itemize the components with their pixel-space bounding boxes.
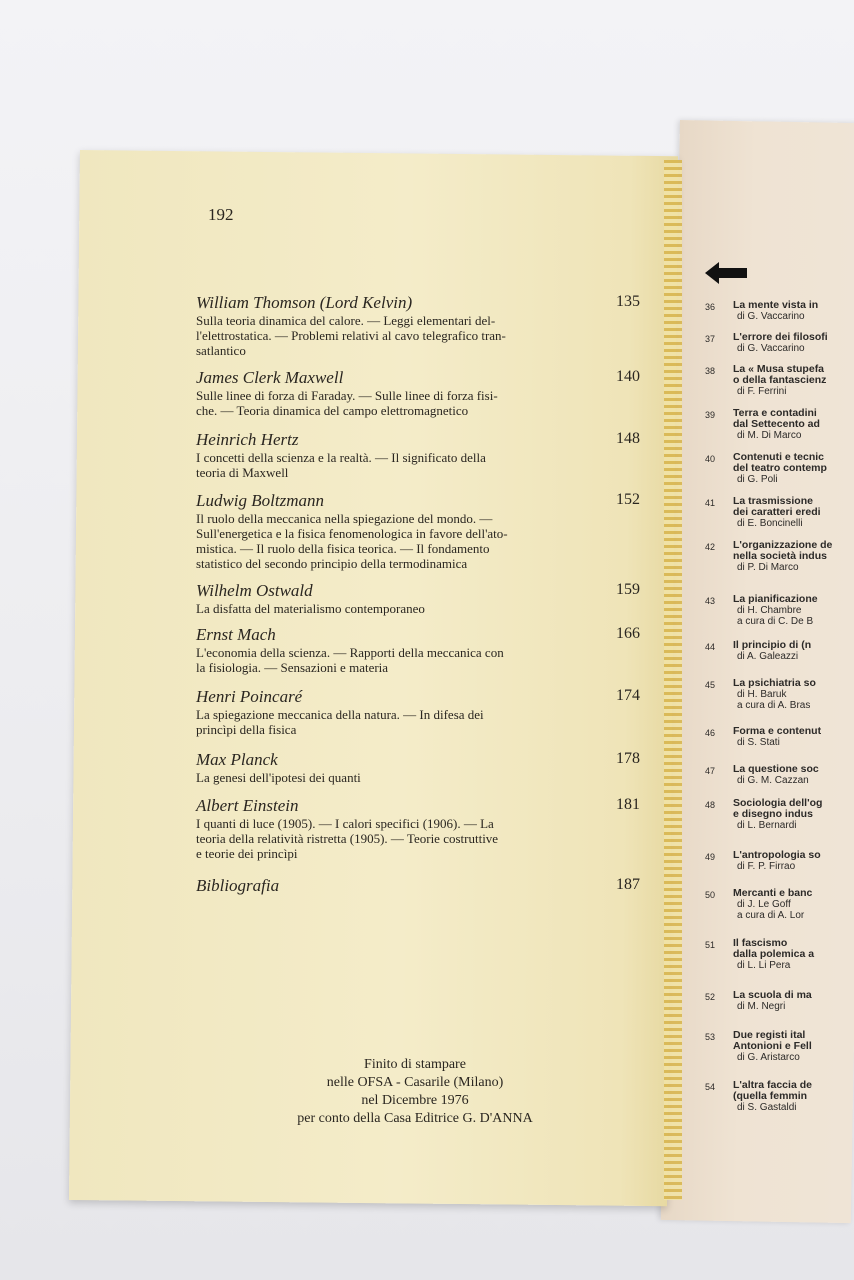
entry-page: 178 — [616, 750, 640, 767]
entry-author: Henri Poincaré — [196, 687, 303, 706]
series-item — [705, 850, 854, 876]
entry-page: 166 — [616, 625, 640, 642]
series-author: di F. Ferrini — [737, 386, 787, 397]
series-title: Contenuti e tecnic — [733, 452, 825, 463]
series-author: di H. Baruk — [737, 689, 787, 700]
entry-line: Sulle linee di forza di Faraday. — Sulle linee di forza fisi- — [196, 388, 498, 403]
entry-author: Ernst Mach — [196, 625, 276, 644]
colophon-line: nelle OFSA - Casarile (Milano) — [326, 1075, 504, 1090]
colophon-line: nel Dicembre 1976 — [361, 1093, 469, 1108]
entry-line: mistica. — Il ruolo della fisica teorica. — Il fondamento — [196, 541, 490, 556]
series-author: di G. Vaccarino — [737, 311, 805, 322]
entry-line: Sull'energetica e la fisica fenomenologica in favore dell'ato- — [196, 526, 508, 541]
toc-entry — [196, 876, 646, 896]
arrow-left-icon — [705, 262, 747, 284]
series-number: 50 — [705, 890, 716, 900]
series-item — [705, 798, 854, 835]
entry-line: satlantico — [196, 343, 246, 358]
series-number: 39 — [705, 410, 716, 420]
series-author: a cura di A. Bras — [737, 700, 811, 711]
series-author: di J. Le Goff — [737, 899, 791, 910]
toc-entry — [196, 687, 646, 737]
series-number: 40 — [705, 454, 716, 464]
series-number: 41 — [705, 498, 716, 508]
entry-page: 140 — [616, 368, 640, 385]
series-number: 53 — [705, 1032, 716, 1042]
series-number: 52 — [705, 992, 716, 1002]
series-author: di S. Gastaldi — [737, 1102, 797, 1113]
series-title: Due registi ital — [733, 1030, 806, 1041]
entry-page: 152 — [616, 491, 640, 508]
series-number: 47 — [705, 766, 716, 776]
series-title: e disegno indus — [733, 808, 813, 820]
series-number: 43 — [705, 596, 716, 606]
series-author: di M. Negri — [737, 1001, 786, 1012]
entry-author: Bibliografia — [196, 876, 280, 895]
series-title: La psichiatria so — [733, 678, 816, 689]
series-item — [705, 452, 854, 489]
series-author: di M. Di Marco — [737, 430, 802, 441]
series-title: dei caratteri eredi — [733, 506, 821, 518]
series-title: dal Settecento ad — [733, 418, 820, 430]
series-item — [705, 496, 854, 533]
series-number: 42 — [705, 542, 716, 552]
series-title: dalla polemica a — [733, 948, 815, 960]
series-item — [705, 678, 854, 715]
series-item — [705, 764, 854, 790]
series-title: Mercanti e banc — [733, 888, 813, 899]
book-gutter — [664, 160, 682, 1200]
toc-entry — [196, 796, 646, 861]
series-item — [705, 726, 854, 752]
entry-line: che. — Teoria dinamica del campo elettromagnetico — [196, 403, 469, 418]
entry-line: L'economia della scienza. — Rapporti della meccanica con — [196, 645, 504, 660]
series-author: di G. Vaccarino — [737, 343, 805, 354]
entry-line: I quanti di luce (1905). — I calori specifici (1906). — La — [196, 816, 494, 831]
series-title: Il principio di (n — [733, 640, 812, 651]
series-title: Antonioni e Fell — [733, 1040, 812, 1052]
series-item — [705, 990, 854, 1016]
entry-line: princìpi della fisica — [196, 722, 297, 737]
entry-line: e teorie dei princìpi — [196, 846, 298, 861]
colophon-line: per conto della Casa Editrice G. D'ANNA — [297, 1111, 533, 1126]
series-title: L'errore dei filosofi — [733, 332, 828, 343]
series-number: 36 — [705, 302, 716, 312]
series-number: 46 — [705, 728, 716, 738]
page-number: 192 — [208, 205, 234, 224]
series-author: di L. Bernardi — [737, 820, 797, 831]
series-number: 45 — [705, 680, 716, 690]
series-number: 54 — [705, 1082, 716, 1092]
entry-author: Heinrich Hertz — [196, 430, 299, 449]
entry-author: James Clerk Maxwell — [196, 368, 344, 387]
series-title: La scuola di ma — [733, 990, 812, 1001]
series-item — [705, 332, 854, 358]
entry-line: statistico del secondo principio della termodinamica — [196, 556, 468, 571]
colophon — [250, 1056, 580, 1128]
series-item — [705, 640, 854, 666]
series-author: a cura di A. Lor — [737, 910, 805, 921]
series-title: La questione soc — [733, 764, 819, 775]
series-title: L'altra faccia de — [733, 1080, 812, 1091]
series-title: o della fantascienz — [733, 374, 827, 386]
series-title: Terra e contadini — [733, 408, 817, 419]
entry-page: 159 — [616, 581, 640, 598]
series-number: 51 — [705, 940, 716, 950]
series-author: di S. Stati — [737, 737, 780, 748]
series-title: La « Musa stupefa — [733, 364, 825, 375]
series-title: La mente vista in — [733, 300, 819, 311]
entry-line: La genesi dell'ipotesi dei quanti — [196, 770, 361, 785]
series-item — [705, 408, 854, 445]
entry-line: La disfatta del materialismo contemporaneo — [196, 601, 425, 616]
series-number: 49 — [705, 852, 716, 862]
entry-author: Ludwig Boltzmann — [196, 491, 324, 510]
series-item — [705, 888, 854, 925]
series-title: La pianificazione — [733, 594, 818, 605]
series-author: di G. Aristarco — [737, 1052, 800, 1063]
series-author: di A. Galeazzi — [737, 651, 799, 662]
toc-entry — [196, 750, 646, 785]
entry-author: William Thomson (Lord Kelvin) — [196, 293, 413, 312]
series-title: Il fascismo — [733, 938, 788, 949]
series-title: del teatro contemp — [733, 462, 827, 474]
entry-line: teoria della relatività ristretta (1905). — Teorie costruttive — [196, 831, 499, 846]
entry-page: 181 — [616, 796, 640, 813]
entry-page: 148 — [616, 430, 640, 447]
series-item — [705, 594, 854, 631]
entry-page: 187 — [616, 876, 640, 893]
toc-entry — [196, 368, 646, 418]
entry-page: 174 — [616, 687, 640, 704]
series-author: a cura di C. De B — [737, 616, 814, 627]
colophon-line: Finito di stampare — [364, 1057, 466, 1072]
entry-author: Albert Einstein — [196, 796, 299, 815]
series-title: L'organizzazione de — [733, 540, 833, 551]
entry-line: La spiegazione meccanica della natura. — In difesa dei — [196, 707, 484, 722]
series-item — [705, 540, 854, 577]
series-item — [705, 1080, 854, 1117]
entry-line: Il ruolo della meccanica nella spiegazione del mondo. — — [196, 511, 493, 526]
series-item — [705, 1030, 854, 1067]
series-title: (quella femmin — [733, 1090, 808, 1102]
toc-entry — [196, 625, 646, 675]
toc-entry — [196, 581, 646, 616]
series-author: di E. Boncinelli — [737, 518, 803, 529]
series-title: L'antropologia so — [733, 850, 821, 861]
toc-entry — [196, 293, 646, 358]
entry-line: Sulla teoria dinamica del calore. — Leggi elementari del- — [196, 313, 496, 328]
entry-line: I concetti della scienza e la realtà. — Il significato della — [196, 450, 486, 465]
series-number: 44 — [705, 642, 716, 652]
toc-entry — [196, 491, 646, 571]
series-author: di P. Di Marco — [737, 562, 799, 573]
entry-page: 135 — [616, 293, 640, 310]
entry-author: Max Planck — [196, 750, 278, 769]
series-author: di F. P. Firrao — [737, 861, 796, 872]
toc-entry — [196, 430, 646, 480]
series-item — [705, 364, 854, 401]
series-title: nella società indus — [733, 550, 827, 562]
series-author: di H. Chambre — [737, 605, 802, 616]
series-author: di L. Li Pera — [737, 960, 791, 971]
series-number: 37 — [705, 334, 716, 344]
series-title: La trasmissione — [733, 496, 813, 507]
entry-line: l'elettrostatica. — Problemi relativi al cavo telegrafico tran- — [196, 328, 506, 343]
series-title: Sociologia dell'og — [733, 798, 823, 809]
entry-line: la fisiologia. — Sensazioni e materia — [196, 660, 389, 675]
series-number: 48 — [705, 800, 716, 810]
series-author: di G. Poli — [737, 474, 778, 485]
entry-line: teoria di Maxwell — [196, 465, 289, 480]
series-author: di G. M. Cazzan — [737, 775, 809, 786]
series-title: Forma e contenut — [733, 726, 822, 737]
series-item — [705, 300, 854, 326]
entry-author: Wilhelm Ostwald — [196, 581, 313, 600]
series-item — [705, 938, 854, 975]
series-number: 38 — [705, 366, 716, 376]
